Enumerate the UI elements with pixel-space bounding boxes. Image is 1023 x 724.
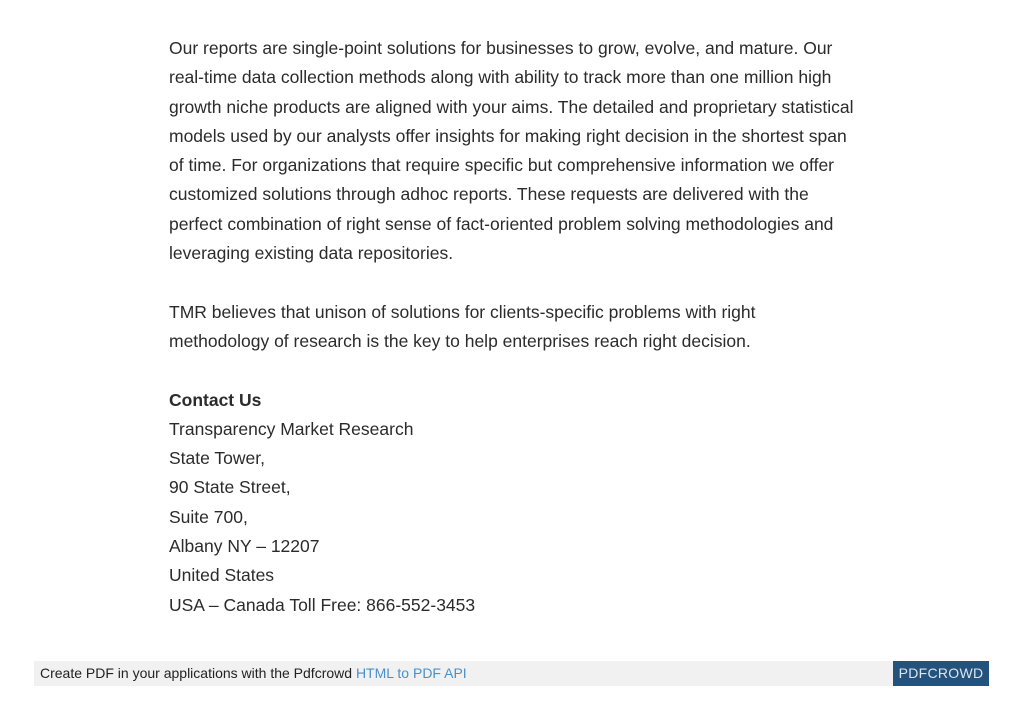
pdfcrowd-footer (34, 661, 989, 686)
contact-country: United States (169, 565, 275, 586)
contact-company: Transparency Market Research (169, 418, 414, 439)
intro-paragraph: Our reports are single-point solutions for businesses to grow, evolve, and mature. Our real-time data collection methods along with ability to track more than one million high growth niche products are aligned with your aims. The detailed and proprietary statistical models used by our analysts offer insights for making right decision in the shortest span of time. For organizations that require specific but comprehensive information we offer customized solutions through adhoc reports. These requests are delivered with the perfect combination of right sense of fact-oriented problem solving methodologies and leveraging existing data repositories. (169, 38, 854, 264)
contact-suite: Suite 700, (169, 506, 248, 527)
footer-text (40, 661, 467, 686)
footer-caption: Create PDF in your applications with the Pdfcrowd (40, 665, 356, 681)
contact-heading: Contact Us (169, 389, 262, 410)
html-to-pdf-api-link[interactable]: HTML to PDF API (355, 665, 467, 681)
contact-block (169, 386, 859, 620)
contact-street: 90 State Street, (169, 477, 291, 498)
document-content (169, 34, 859, 620)
pdfcrowd-logo-button[interactable]: PDFCROWD (893, 661, 989, 686)
contact-city: Albany NY – 12207 (169, 536, 320, 557)
contact-building: State Tower, (169, 448, 265, 469)
contact-phone: USA – Canada Toll Free: 866-552-3453 (169, 594, 476, 615)
methodology-paragraph: TMR believes that unison of solutions for clients-specific problems with right methodology of research is the key to help enterprises reach right decision. (169, 301, 756, 351)
